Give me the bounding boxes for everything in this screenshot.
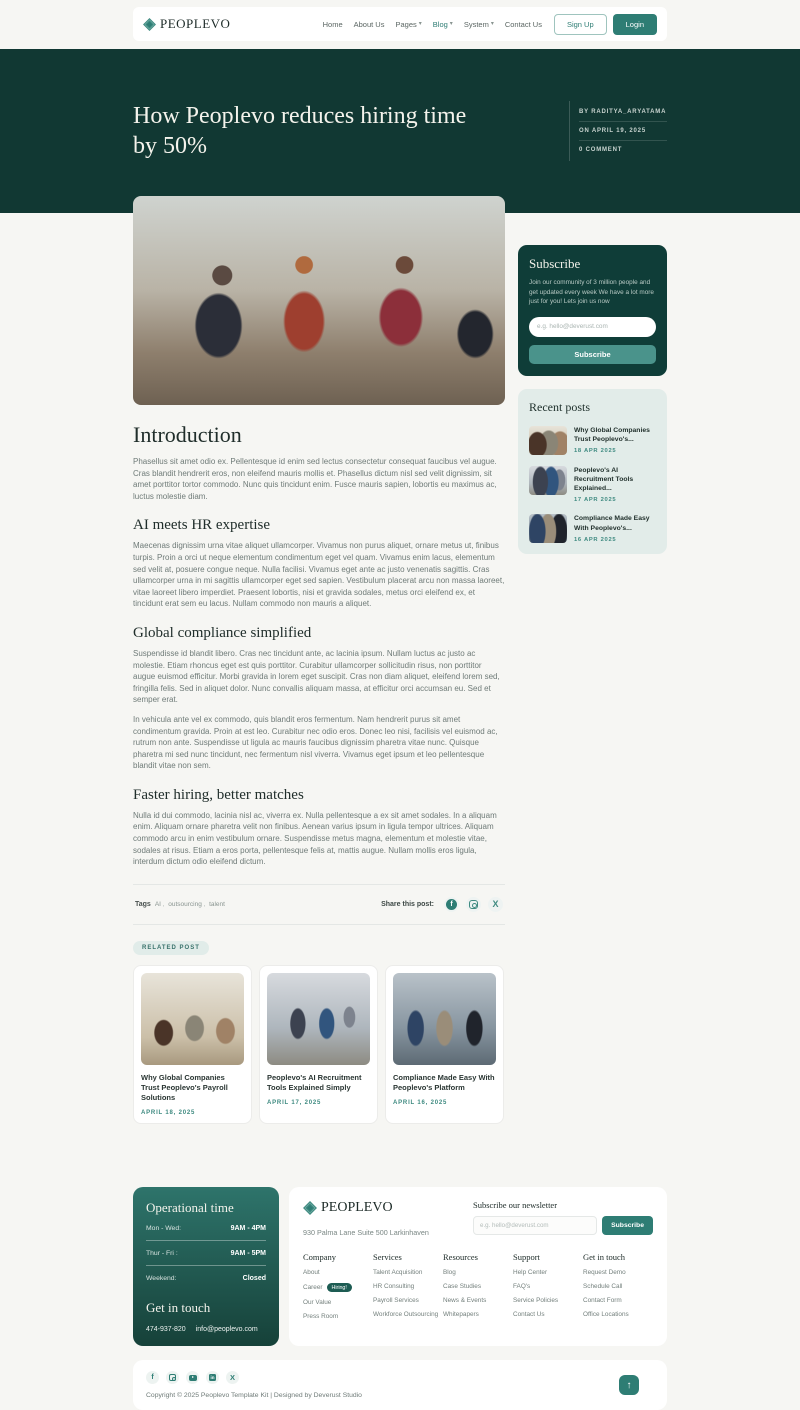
related-post-card[interactable] [385,965,504,1124]
linkedin-link[interactable] [206,1371,219,1384]
hours-label: Weekend: [146,1275,177,1283]
article-paragraph: Nulla id dui commodo, lacinia nisl ac, viverra ex. Nulla pellentesque a ex sit amet sodales. In a aliquam enim. Aliquam ornare pharetra velit non finibus. Aenean varius ipsum in ligula tempor ultrices. Aliquam commodo arcu in enim vestibulum ornare. Suspendisse metus magna, elementum et molestie vitae, sodales at risus. Etiam a eros porta, pellentesque felis at, mattis augue. Nullam mollis eros ligula, interdum dictum odio eleifend dictum. [133,810,497,867]
footer-col-title: Get in touch [583,1252,626,1263]
subscribe-email-input[interactable] [529,317,656,337]
related-post-badge: RELATED POST [133,941,209,955]
hours-row [146,1216,266,1241]
recent-post-date: 18 APR 2025 [574,448,617,455]
footer-link-schedule-call[interactable]: Schedule Call [583,1283,623,1291]
recent-post-title: Peoplevo's AI Recruitment Tools Explained... [574,466,634,493]
logo[interactable] [143,16,230,32]
article-paragraph: Phasellus sit amet odio ex. Pellentesque id enim sed lectus consectetur consequat faucibus vel augue. Cras blandit hendrerit eros, non eleifend mauris mollis et. Phasellus dictum nisl sed velit dignissim, sit amet porttitor tortor commodo. Nunc quis tincidunt enim. Fusce mauris sapien, lobortis eu maximus ac, luctus molestie diam. [133,457,497,501]
header-card [133,7,667,41]
nav-system[interactable]: System ▾ [463,19,494,29]
footer-link-case-studies[interactable]: Case Studies [443,1283,482,1291]
footer-link-contact-us[interactable]: Contact Us [513,1311,545,1319]
sidebar [518,196,667,1124]
phone-link[interactable]: 474-937-820 [146,1326,186,1334]
footer-link-service-policies[interactable]: Service Policies [513,1297,559,1305]
youtube-icon [189,1375,197,1381]
related-post-card[interactable] [259,965,378,1124]
section-heading-faster-hiring: Faster hiring, better matches [133,786,304,803]
related-post-title: Peoplevo's AI Recruitment Tools Explained Simply [267,1072,362,1092]
footer-col-title: Resources [443,1252,478,1263]
article [133,196,505,1124]
footer-col-title: Company [303,1252,337,1263]
footer-link-columns [303,1252,653,1327]
article-hero-photo [133,196,505,405]
instagram-icon [469,900,478,909]
hours-value: Closed [242,1275,266,1283]
newsletter-title: Subscribe our newsletter [473,1200,558,1211]
related-post-date: APRIL 18, 2025 [141,1110,196,1117]
footer-brand-name: PEOPLEVO [321,1200,393,1216]
login-button[interactable]: Login [613,14,657,35]
footer-link-hr-consulting[interactable]: HR Consulting [373,1283,415,1291]
related-post-date: APRIL 17, 2025 [267,1100,322,1107]
tags-share-bar [133,884,505,925]
hours-label: Mon - Wed: [146,1225,182,1233]
page-title: How Peoplevo reduces hiring time by 50% [133,103,467,159]
nav-home[interactable]: Home [322,19,343,29]
diamond-logo-icon [143,18,156,31]
nav-contact-us[interactable]: Contact Us [504,19,542,29]
related-post-photo [393,973,496,1065]
post-meta [569,101,667,161]
recent-post-thumb [529,426,567,455]
footer-link-press-room[interactable]: Press Room [303,1313,339,1321]
facebook-icon: f [446,899,457,910]
recent-post-item[interactable] [529,426,656,455]
linkedin-icon: in [210,1375,215,1381]
recent-post-title: Why Global Companies Trust Peoplevo's... [574,426,650,443]
instagram-icon [169,1374,176,1381]
nav-about-us[interactable]: About Us [353,19,385,29]
facebook-link[interactable] [146,1371,159,1384]
footer-link-blog[interactable]: Blog [443,1269,456,1277]
x-twitter-icon: X [492,899,499,910]
footer-col-get-in-touch [583,1252,653,1327]
recent-posts-title: Recent posts [529,399,590,414]
recent-post-date: 17 APR 2025 [574,497,617,504]
newsletter-subscribe-button[interactable]: Subscribe [602,1216,653,1235]
chevron-down-icon: ▾ [490,21,494,27]
footer-address: 930 Palma Lane Suite 500 Larkinhaven [303,1228,429,1238]
recent-post-thumb [529,514,567,543]
related-post-date: APRIL 16, 2025 [393,1100,448,1107]
newsletter [473,1200,653,1237]
bottom-bar [133,1360,667,1410]
post-author: BY RADITYA_ARYATAMA [579,103,667,122]
footer-link-help-center[interactable]: Help Center [513,1269,548,1277]
footer-col-title: Support [513,1252,540,1263]
tag-outsourcing[interactable]: outsourcing , [168,901,209,908]
hours-value: 9AM - 5PM [230,1250,266,1258]
share-x-button[interactable] [488,897,503,912]
share-label: Share this post: [381,900,434,908]
related-post-title: Compliance Made Easy With Peoplevo's Platform [393,1072,495,1092]
chevron-down-icon: ▾ [418,21,422,27]
share-instagram-button[interactable] [466,897,481,912]
recent-post-item[interactable] [529,514,656,543]
hiring-badge: Hiring! [327,1283,352,1292]
footer-link-news-events[interactable]: News & Events [443,1297,487,1305]
sign-up-button[interactable]: Sign Up [554,14,607,35]
footer-link-our-value[interactable]: Our Value [303,1299,332,1307]
section-heading-ai-meets-hr: AI meets HR expertise [133,517,271,534]
subscribe-text: Join our community of 3 million people and get updated every week We have a lot more just for you! Lets join us now [529,279,654,306]
footer-col-services [373,1252,443,1327]
copyright-text: Copyright © 2025 Peoplevo Template Kit | Designed by Deverust Studio [146,1392,362,1400]
footer-col-company [303,1252,373,1327]
brand-name: PEOPLEVO [160,16,231,31]
footer-link-contact-form[interactable]: Contact Form [583,1297,622,1305]
footer-link-talent-acquisition[interactable]: Talent Acquisition [373,1269,423,1277]
header-buttons [554,14,657,35]
operational-time-card [133,1187,279,1346]
recent-posts-card [518,389,667,555]
footer-link-workforce-outsourcing[interactable]: Workforce Outsourcing [373,1311,439,1319]
post-comments: 0 COMMENT [579,147,623,153]
youtube-link[interactable] [186,1371,199,1384]
social-links [146,1371,654,1384]
section-heading-global-compliance: Global compliance simplified [133,624,312,641]
get-in-touch-title: Get in touch [146,1300,211,1316]
footer-col-support [513,1252,583,1327]
hours-row [146,1266,266,1290]
share-group [381,897,503,912]
nav-pages[interactable]: Pages ▾ [395,19,422,29]
facebook-icon: f [151,1374,154,1382]
x-link[interactable] [226,1371,239,1384]
footer-link-request-demo[interactable]: Request Demo [583,1269,626,1277]
tag-talent[interactable]: talent [209,900,225,908]
nav-blog[interactable]: Blog ▾ [432,19,453,29]
tags-label: Tags [135,900,151,908]
related-post-photo [141,973,244,1065]
main-content [133,196,667,1124]
recent-post-item[interactable] [529,466,656,504]
hours-row [146,1241,266,1266]
footer-col-title: Services [373,1252,402,1263]
article-paragraph: Maecenas dignissim urna vitae aliquet ullamcorper. Vivamus non purus aliquet, ornare metus ut, finibus turpis. Proin a orci ut neque elementum condimentum eget vel quam. Vivamus enim lacus, elementum sed velit at, posuere congue neque. Nulla facilisi. Vivamus eget ante ac justo venenatis sagittis. Cras ullamcorper urna in mi sagittis ullamcorper eget sed sapien. Vestibulum placerat arcu non massa laoreet, vitae laoreet libero imperdiet. Praesent lobortis, nisi et gravida sodales, metus orci eleifend ex, et tincidunt erat sem eu lacus. Nullam commodo non mauris a aliquet. [133,541,505,609]
newsletter-email-input[interactable] [473,1216,597,1235]
share-facebook-button[interactable] [444,897,459,912]
post-date: ON APRIL 19, 2025 [579,122,667,141]
footer-link-career[interactable]: Career Hiring! [303,1283,373,1292]
recent-post-thumb [529,466,567,495]
email-link[interactable]: info@peoplevo.com [195,1326,258,1334]
bottom-bar-wrap [133,1360,667,1410]
hero-banner [0,49,800,213]
arrow-up-icon: ↑ [626,1379,632,1391]
recent-post-title: Compliance Made Easy With Peoplevo's... [574,515,650,532]
diamond-logo-icon [303,1201,317,1215]
hours-value: 9AM - 4PM [230,1225,266,1233]
header [133,0,667,41]
related-post-title: Why Global Companies Trust Peoplevo's Payroll Solutions [141,1072,228,1103]
scroll-to-top-button[interactable] [619,1375,639,1395]
related-post-card[interactable] [133,965,252,1124]
footer-link-payroll-services[interactable]: Payroll Services [373,1297,419,1305]
footer-link-about[interactable]: About [303,1269,320,1277]
article-paragraph: In vehicula ante vel ex commodo, quis blandit eros fermentum. Nam hendrerit purus sit amet condimentum gravida. Proin at est leo. Curabitur nec odio eros. Donec leo nisi, facilisis vel euismod ac, rutrum non ante. Suspendisse ut ligula ac mauris faucibus dignissim pharetra vitae nunc. Quisque pharetra mi sed nunc tincidunt, nec fermentum nisl viverra. Vivamus eget ipsum et leo pellentesque blandit vitae non sem. [133,714,498,771]
footer-col-resources [443,1252,513,1327]
subscribe-button[interactable]: Subscribe [529,345,656,364]
footer-link-office-locations[interactable]: Office Locations [583,1311,629,1319]
main-nav [323,20,542,29]
recent-post-date: 16 APR 2025 [574,536,617,543]
article-paragraph: Suspendisse id blandit libero. Cras nec tincidunt ante, ac lacinia ipsum. Nullam luctus ac justo ac molestie. Etiam rhoncus eget est quis porttitor. Curabitur ullamcorper sollicitudin risus, non porttitor augue euismod efficitur. Morbi gravida in lorem eget suscipit. Cras non diam aliquet, eleifend lorem sed, fringilla felis. Sed in aliquet dolor. Nunc convallis aliquam massa, at efficitur orci accumsan eu. Sed et semper erat. [133,648,500,705]
footer [133,1187,667,1346]
contact-row [146,1326,266,1333]
footer-link-faqs[interactable]: FAQ's [513,1283,531,1291]
footer-link-whitepapers[interactable]: Whitepapers [443,1311,479,1319]
related-posts [133,965,505,1124]
hours-label: Thur - Fri : [146,1250,178,1258]
section-heading-introduction: Introduction [133,422,242,447]
footer-logo[interactable] [303,1200,473,1216]
subscribe-title: Subscribe [529,256,581,271]
chevron-down-icon: ▾ [449,21,453,27]
subscribe-card [518,245,667,376]
related-post-photo [267,973,370,1065]
tag-ai[interactable]: AI , [155,901,168,908]
x-twitter-icon: X [229,1373,235,1383]
footer-main-card [289,1187,667,1346]
instagram-link[interactable] [166,1371,179,1384]
operational-time-title: Operational time [146,1200,234,1216]
